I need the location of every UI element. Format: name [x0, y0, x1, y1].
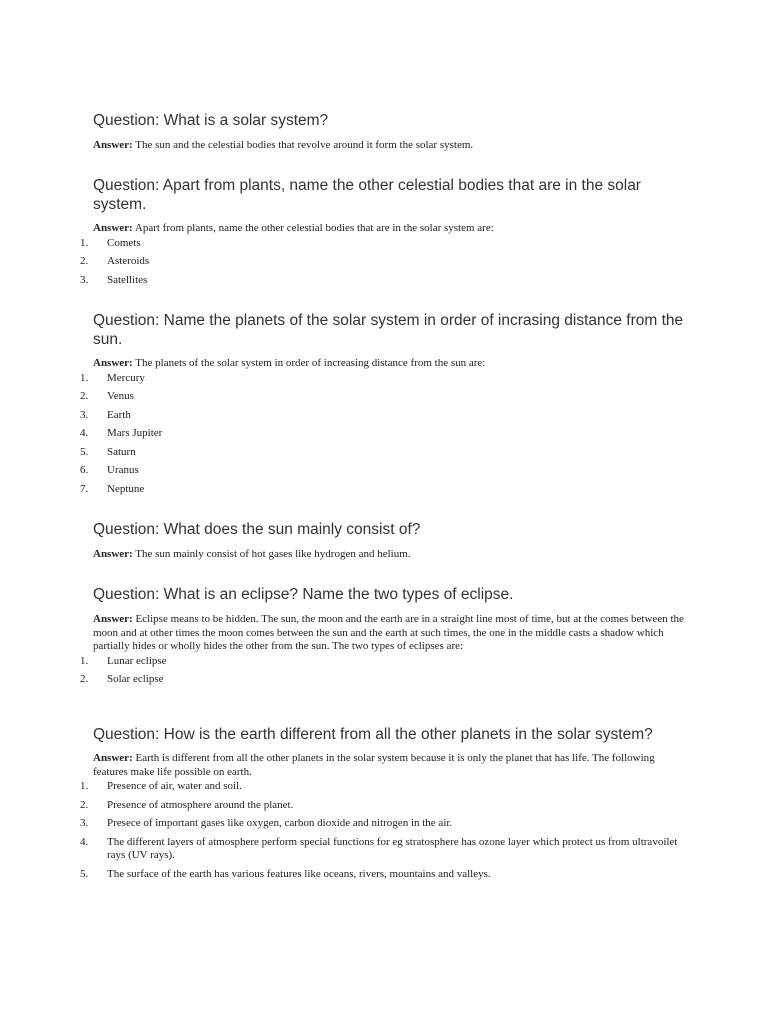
question-heading — [93, 311, 685, 349]
list-item — [80, 867, 685, 882]
qa-section-2 — [80, 176, 685, 292]
list-number: 1. — [80, 371, 89, 384]
list-item — [80, 236, 685, 251]
list-number: 6. — [80, 464, 89, 476]
answer-paragraph — [93, 139, 685, 153]
question-heading — [93, 585, 685, 604]
answer-label: Answer: — [93, 357, 133, 369]
list-item-text: Neptune — [107, 482, 145, 495]
question-text: What is a solar system? — [163, 112, 329, 129]
list-number: 4. — [80, 835, 89, 848]
list-number: 2. — [80, 390, 89, 402]
question-heading — [93, 520, 685, 539]
answer-list — [80, 371, 685, 497]
list-item — [80, 817, 685, 831]
list-number: 7. — [80, 482, 89, 495]
question-prefix: Question: — [93, 112, 164, 129]
list-number: 1. — [80, 780, 89, 792]
question-prefix: Question: — [93, 521, 164, 538]
list-item-text: Lunar eclipse — [107, 654, 167, 667]
answer-text: Apart from plants, name the other celestial bodies that are in the solar system are: — [134, 222, 494, 234]
list-item-text: Mercury — [107, 371, 145, 384]
answer-label: Answer: — [93, 139, 133, 151]
list-item-text: The surface of the earth has various features like oceans, rivers, mountains and valleys. — [107, 867, 491, 880]
list-item — [80, 654, 685, 669]
qa-section-3 — [80, 311, 685, 501]
question-prefix: Question: — [93, 312, 164, 329]
answer-list — [80, 654, 685, 687]
qa-section-1 — [93, 111, 685, 153]
question-prefix: Question: — [93, 586, 164, 603]
answer-list — [80, 780, 685, 881]
answer-paragraph — [93, 222, 685, 236]
answer-paragraph — [93, 548, 685, 562]
question-text: Name the planets of the solar system in order of incrasing distance from the sun. — [93, 312, 684, 348]
answer-text: The planets of the solar system in order of increasing distance from the sun are: — [135, 357, 486, 369]
list-item-text: The different layers of atmosphere perform special functions for eg stratosphere has ozone layer which protect us from ultravoilet rays (UV rays). — [107, 835, 678, 861]
question-heading — [93, 725, 685, 744]
answer-list — [80, 236, 685, 288]
list-item-text: Satellites — [107, 273, 148, 286]
question-prefix: Question: — [93, 726, 164, 743]
list-number: 1. — [80, 236, 89, 249]
list-item — [80, 482, 685, 497]
list-item — [80, 673, 685, 687]
list-item-text: Uranus — [107, 464, 139, 476]
list-item — [80, 464, 685, 478]
list-number: 4. — [80, 427, 89, 439]
list-item-text: Mars Jupiter — [107, 427, 163, 439]
question-prefix: Question: — [93, 177, 163, 194]
list-item-text: Earth — [107, 408, 131, 421]
list-number: 1. — [80, 654, 89, 667]
list-number: 5. — [80, 867, 89, 880]
question-text: Apart from plants, name the other celestial bodies that are in the solar system. — [93, 177, 641, 213]
list-item-text: Solar eclipse — [107, 673, 164, 685]
answer-text: Eclipse means to be hidden. The sun, the moon and the earth are in a straight line most of time, but at the comes between the moon and at other times the moon comes between the sun and the earth at such times, the one in the middle casts a shadow which partially hides or wholly hides the other from the sun. The two types of eclipses are: — [93, 613, 684, 652]
answer-text: The sun and the celestial bodies that revolve around it form the solar system. — [135, 139, 474, 151]
question-heading — [93, 176, 685, 214]
answer-label: Answer: — [93, 548, 133, 560]
question-text: How is the earth different from all the other planets in the solar system? — [163, 726, 653, 743]
question-text: What does the sun mainly consist of? — [163, 521, 421, 538]
answer-paragraph — [93, 357, 685, 371]
answer-label: Answer: — [93, 613, 133, 625]
list-item-text: Presence of air, water and soil. — [107, 780, 242, 792]
answer-label: Answer: — [93, 222, 133, 234]
list-item-text: Presece of important gases like oxygen, carbon dioxide and nitrogen in the air. — [107, 817, 453, 829]
list-item-text: Asteroids — [107, 255, 150, 267]
answer-paragraph — [93, 613, 685, 654]
list-item-text: Presence of atmosphere around the planet. — [107, 798, 294, 811]
list-number: 2. — [80, 798, 89, 811]
list-item — [80, 408, 685, 423]
list-item — [80, 371, 685, 386]
list-item-text: Comets — [107, 236, 141, 249]
qa-section-6 — [80, 725, 685, 886]
list-item-text: Saturn — [107, 445, 136, 458]
list-item — [80, 255, 685, 269]
answer-text: Earth is different from all the other planets in the solar system because it is only the planet that has life. The following features make life possible on earth. — [93, 752, 655, 778]
list-number: 3. — [80, 817, 89, 829]
qa-section-4 — [93, 520, 685, 562]
question-text: What is an eclipse? Name the two types of eclipse. — [163, 586, 514, 603]
list-number: 2. — [80, 255, 89, 267]
list-item — [80, 798, 685, 813]
list-number: 2. — [80, 673, 89, 685]
qa-section-5 — [80, 585, 685, 692]
list-item — [80, 780, 685, 794]
list-number: 3. — [80, 408, 89, 421]
answer-label: Answer: — [93, 752, 133, 764]
list-item — [80, 390, 685, 404]
list-item-text: Venus — [107, 390, 134, 402]
answer-text: The sun mainly consist of hot gases like hydrogen and helium. — [135, 548, 411, 560]
question-heading — [93, 111, 685, 130]
list-item — [80, 273, 685, 288]
list-item — [80, 835, 685, 863]
list-number: 3. — [80, 273, 89, 286]
list-number: 5. — [80, 445, 89, 458]
list-item — [80, 445, 685, 460]
answer-paragraph — [93, 752, 685, 779]
list-item — [80, 427, 685, 441]
